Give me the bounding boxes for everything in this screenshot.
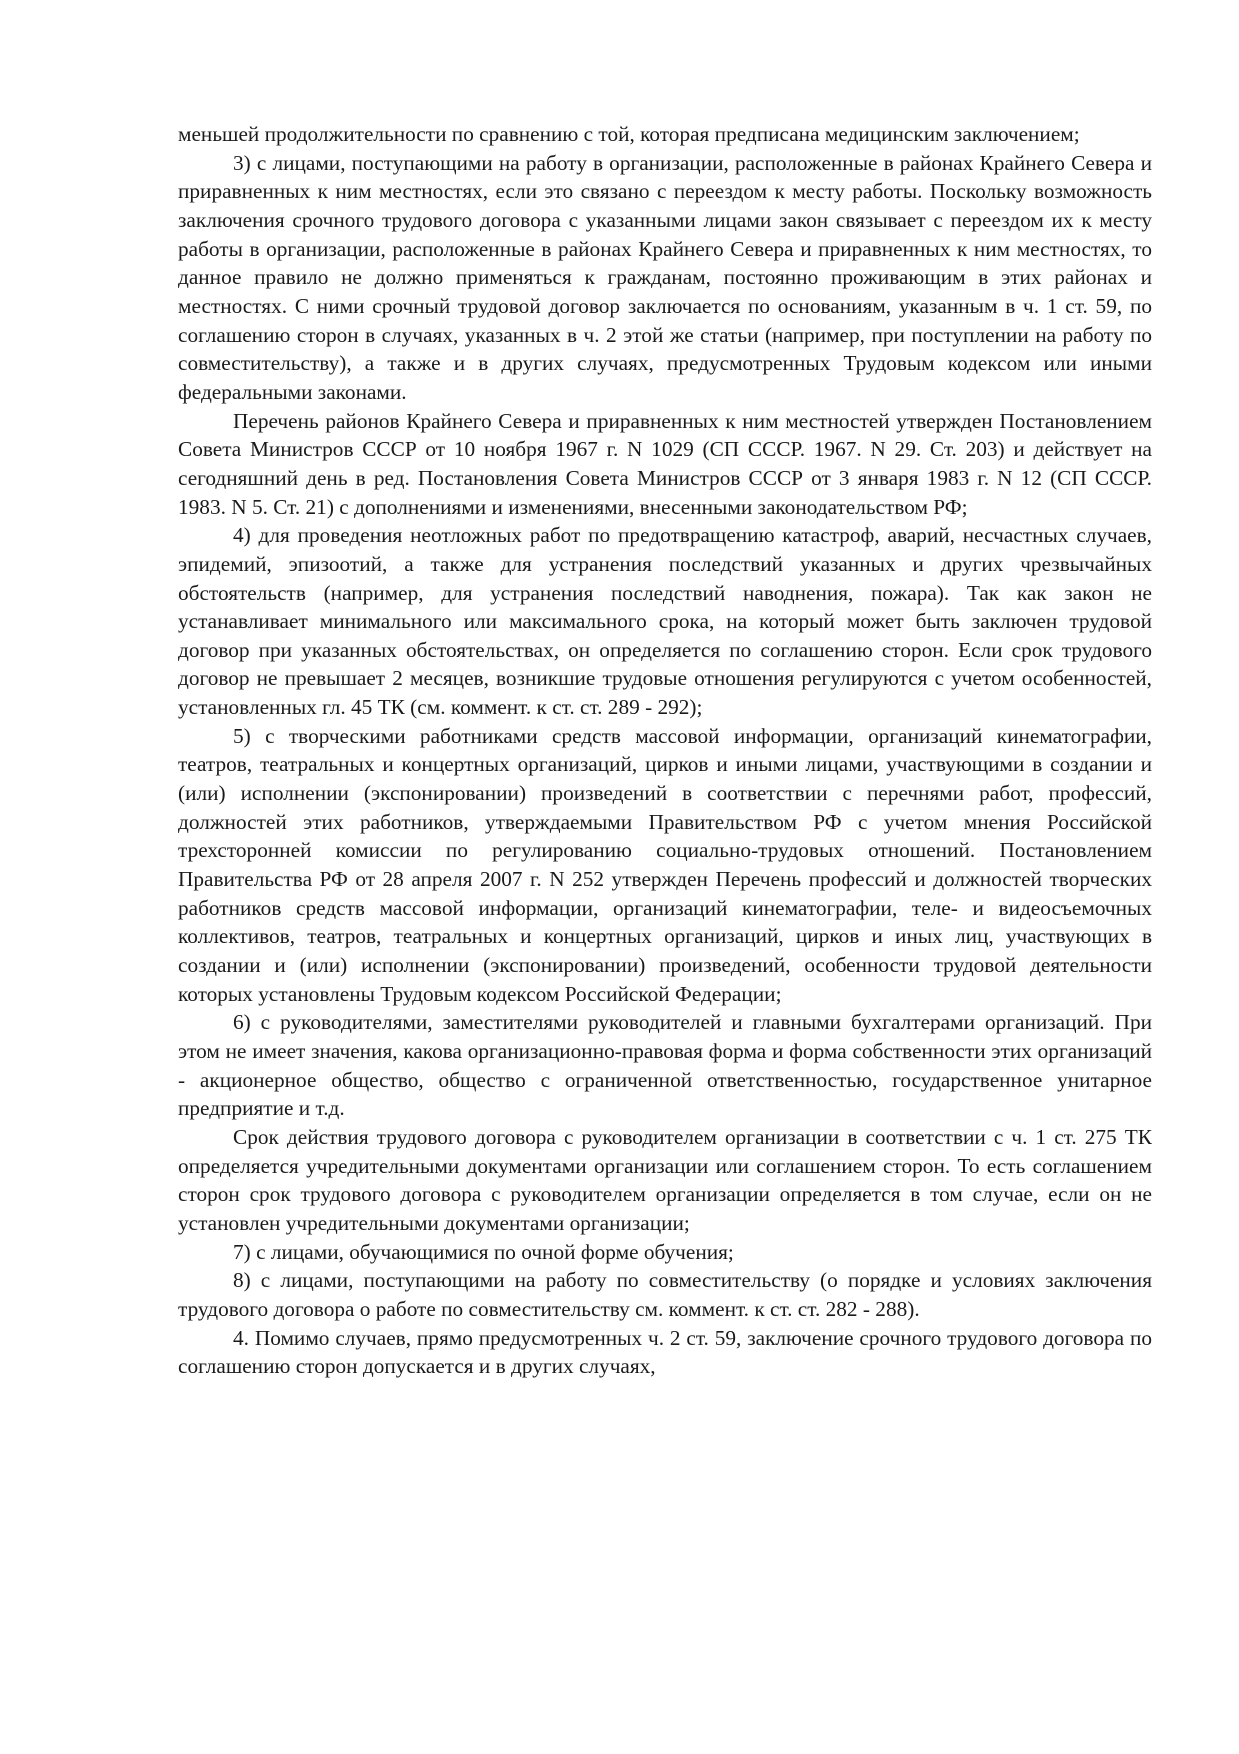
paragraph-item-4: 4) для проведения неотложных работ по предотвращению катастроф, аварий, несчастных случаев, эпидемий, эпизоотий, а также для устранения последствий указанных и других чрезвычайных обстоятельств (например, для устранения последствий наводнения, пожара). Так как закон не устанавливает минимального или максимального срока, на который может быть заключен трудовой договор при указанных обстоятельствах, он определяется по соглашению сторон. Если срок трудового договор не превышает 2 месяцев, возникшие трудовые отношения регулируются с учетом особенностей, установленных гл. 45 ТК (см. коммент. к ст. ст. 289 - 292); bbox=[178, 523, 1152, 720]
paragraph-director-term: Срок действия трудового договора с руководителем организации в соответствии с ч. 1 ст. 275 ТК определяется учредительными документами организации или соглашением сторон. То есть соглашением сторон срок трудового договора с руководителем организации определяется в том случае, если он не установлен учредительными документами организации; bbox=[178, 1124, 1152, 1235]
paragraph-item-5: 5) с творческими работниками средств массовой информации, организаций кинематографии, театров, театральных и концертных организаций, цирков и иными лицами, участвующими в создании и (или) исполнении (экспонировании) произведений в соответствии с перечнями работ, профессий, должностей этих работников, утверждаемыми Правительством РФ с учетом мнения Российской трехсторонней комиссии по регулированию социально-трудовых отношений. Постановлением Правительства РФ от 28 апреля 2007 г. N 252 утвержден Перечень профессий и должностей творческих работников средств массовой информации, организаций кинематографии, теле- и видеосъемочных коллективов, театров, театральных и концертных организаций, цирков и иных лиц, участвующих в создании и (или) исполнении (экспонировании) произведений, особенности трудовой деятельности которых установлены Трудовым кодексом Российской Федерации; bbox=[178, 723, 1152, 1006]
document-page bbox=[178, 120, 1152, 1381]
paragraph-item-6: 6) с руководителями, заместителями руководителей и главными бухгалтерами организаций. При этом не имеет значения, какова организационно-правовая форма и форма собственности этих организаций - акционерное общество, общество с ограниченной ответственностью, государственное унитарное предприятие и т.д. bbox=[178, 1010, 1152, 1121]
paragraph-section-4: 4. Помимо случаев, прямо предусмотренных ч. 2 ст. 59, заключение срочного трудового договора по соглашению сторон допускается и в других случаях, bbox=[178, 1325, 1152, 1379]
paragraph-item-8: 8) с лицами, поступающими на работу по совместительству (о порядке и условиях заключения трудового договора о работе по совместительству см. коммент. к ст. ст. 282 - 288). bbox=[178, 1268, 1152, 1321]
paragraph-far-north-list: Перечень районов Крайнего Севера и приравненных к ним местностей утвержден Постановлением Совета Министров СССР от 10 ноября 1967 г. N 1029 (СП СССР. 1967. N 29. Ст. 203) и действует на сегодняшний день в ред. Постановления Совета Министров СССР от 3 января 1983 г. N 12 (СП СССР. 1983. N 5. Ст. 21) с дополнениями и изменениями, внесенными законодательством РФ; bbox=[178, 408, 1152, 519]
paragraph-item-7: 7) с лицами, обучающимися по очной форме обучения; bbox=[233, 1239, 734, 1264]
paragraph-item-3: 3) с лицами, поступающими на работу в организации, расположенные в районах Крайнего Севера и приравненных к ним местностях, если это связано с переездом к месту работы. Поскольку возможность заключения срочного трудового договора с указанными лицами закон связывает с переездом их к месту работы в организации, расположенные в районах Крайнего Севера и приравненных к ним местностях, то данное правило не должно применяться к гражданам, постоянно проживающим в этих районах и местностях. С ними срочный трудовой договор заключается по основаниям, указанным в ч. 1 ст. 59, по соглашению сторон в случаях, указанных в ч. 2 этой же статьи (например, при поступлении на работу по совместительству), а также и в других случаях, предусмотренных Трудовым кодексом или иными федеральными законами. bbox=[178, 150, 1152, 404]
paragraph-continuation: меньшей продолжительности по сравнению с той, которая предписана медицинским заключением; bbox=[178, 122, 1080, 146]
